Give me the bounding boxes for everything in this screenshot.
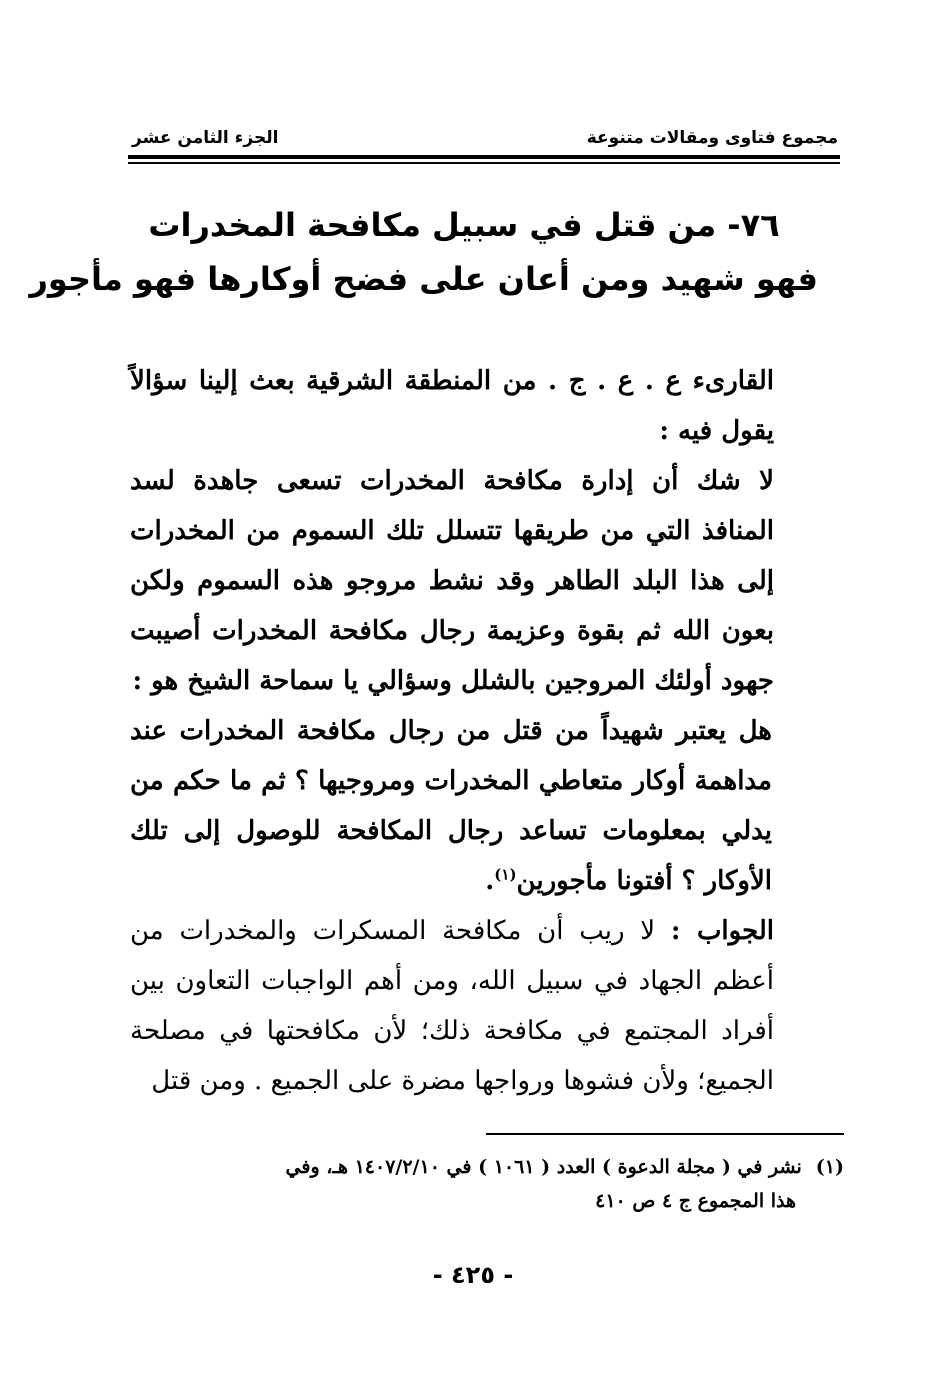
answer-text: لا ريب أن مكافحة المسكرات والمخدرات من أعظم الجهاد في سبيل الله، ومن أهم الواجبات التعاون بين أفراد المجتمع في مكافحة ذلك؛ لأن مكافحتها في مصلحة الجميع؛ ولأن فشوها ورواجها مضرة على الجميع . ومن قتل <box>130 916 774 1096</box>
answer-paragraph <box>130 906 840 1106</box>
title-line-1: ٧٦- من قتل في سبيل مكافحة المخدرات <box>148 206 780 244</box>
question-end: . <box>485 866 495 896</box>
footnote-text: نشر في ( مجلة الدعوة ) العدد ( ١٠٦١ ) في ١٤٠٧/٢/١٠ هـ، وفي <box>285 1156 802 1178</box>
question-paragraph <box>130 706 772 906</box>
title-line-2: فهو شهيد ومن أعان على فضح أوكارها فهو مأجور <box>29 260 818 298</box>
header-rule <box>128 155 840 159</box>
volume-label: الجزء الثامن عشر <box>132 128 279 148</box>
footnote-line-2: هذا المجموع ج ٤ ص ٤١٠ <box>595 1190 796 1212</box>
page-number: - ٤٢٥ - <box>432 1261 514 1289</box>
question-text: هل يعتبر شهيداً من قتل من رجال مكافحة المخدرات عند مداهمة أوكار متعاطي المخدرات ومروجيها ؟ ثم ما حكم من يدلي بمعلومات تساعد رجال المكافحة للوصول إلى تلك الأوكار ؟ أفتونا مأجورين <box>130 716 772 896</box>
page-body <box>130 356 840 1106</box>
footnote <box>130 1150 844 1218</box>
footnote-divider <box>486 1133 844 1135</box>
footnote-reference: (١) <box>494 865 517 884</box>
fatwa-title <box>29 198 818 306</box>
context-paragraph: لا شك أن إدارة مكافحة المخدرات تسعى جاهدة لسد المنافذ التي من طريقها تتسلل تلك السموم من المخدرات إلى هذا البلد الطاهر وقد نشط مروجو هذه السموم ولكن بعون الله ثم بقوة وعزيمة رجال مكافحة المخدرات أصيبت جهود أولئك المروجين بالشلل وسؤالي يا سماحة الشيخ هو : <box>130 466 774 696</box>
header-rule-thin <box>128 162 840 164</box>
footnote-number: (١) <box>815 1156 844 1178</box>
answer-label: الجواب : <box>670 916 774 946</box>
book-title: مجموع فتاوى ومقالات متنوعة <box>586 128 838 148</box>
intro-paragraph: القارىء ع . ع . ج . من المنطقة الشرقية بعث إلينا سؤالاً يقول فيه : <box>130 366 774 446</box>
footnote-line-1 <box>130 1150 844 1184</box>
